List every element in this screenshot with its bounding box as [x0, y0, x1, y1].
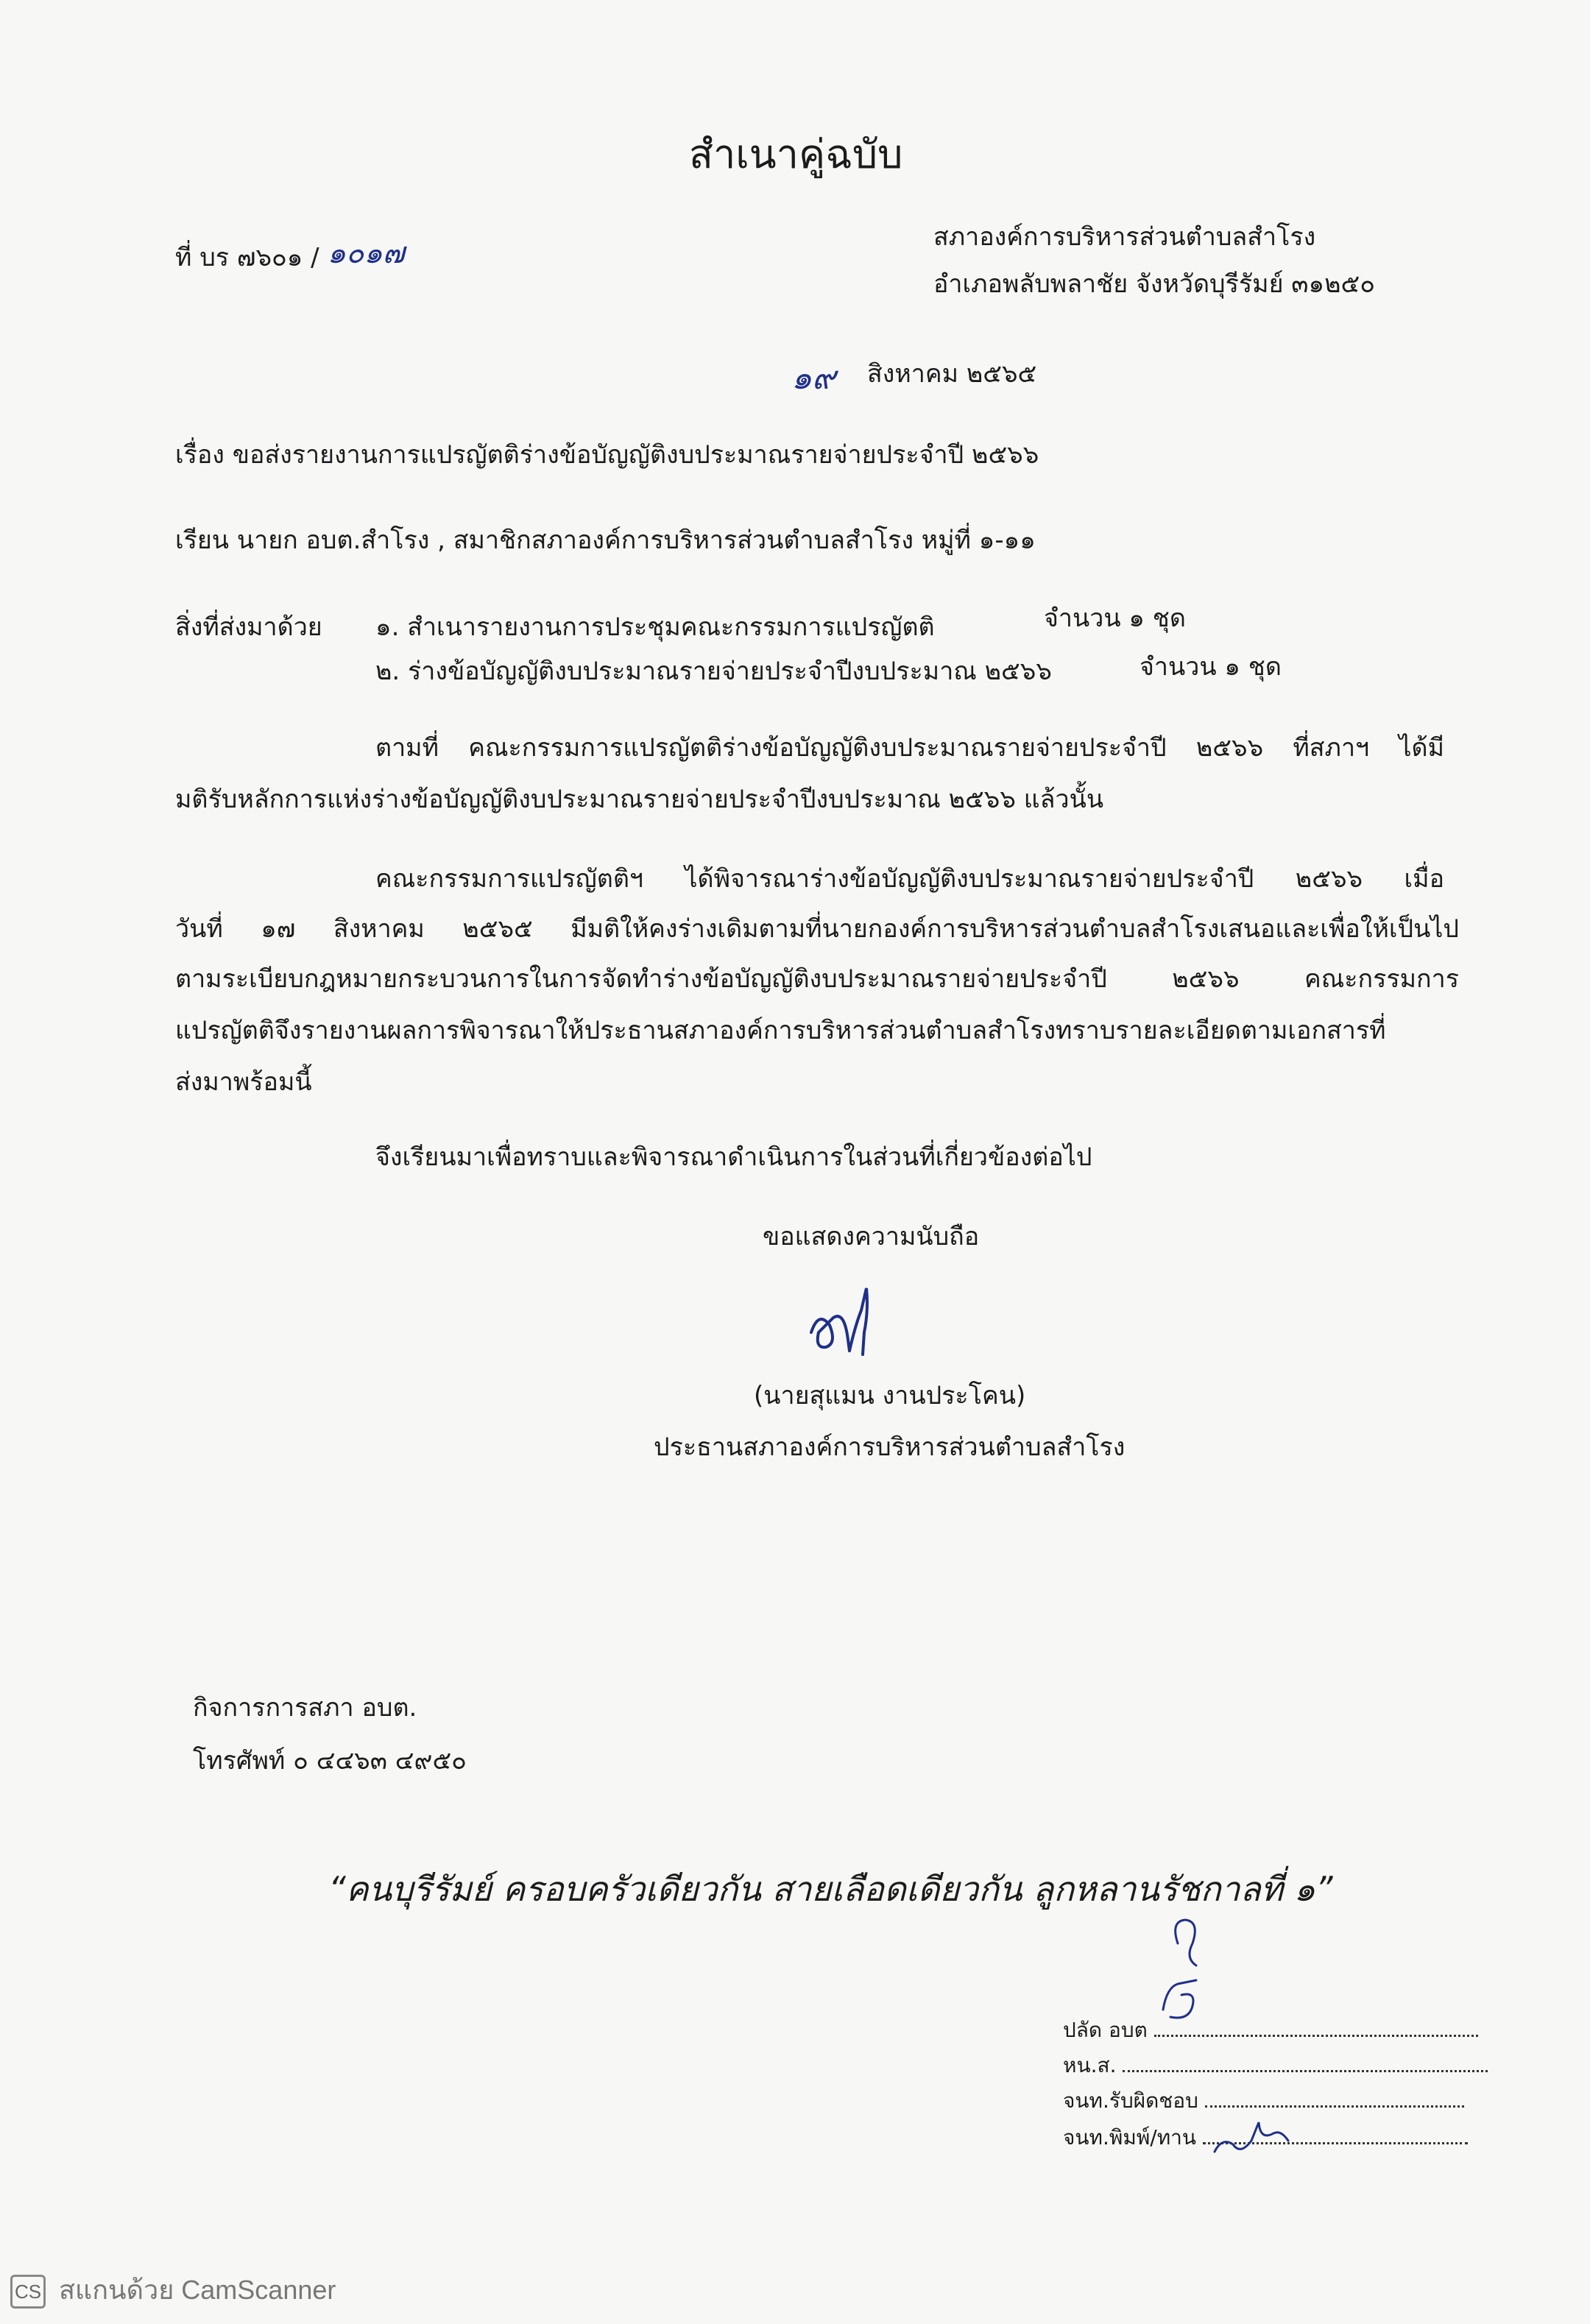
routing-dots-3: [1205, 2105, 1464, 2108]
handwritten-reference-number: ๑๐๑๗: [327, 236, 405, 270]
sender-line-1: สภาองค์การบริหารส่วนตำบลสำโรง: [933, 222, 1316, 252]
enclosure-item-2-quantity: จำนวน ๑ ชุด: [1140, 652, 1282, 682]
contact-phone: โทรศัพท์ ๐ ๔๔๖๓ ๔๙๕๐: [193, 1746, 467, 1776]
paragraph-1-line-2: มติรับหลักการแห่งร่างข้อบัญญัติงบประมาณรายจ่ายประจำปีงบประมาณ ๒๕๖๖ แล้วนั้น: [175, 785, 1104, 814]
scanner-watermark: [10, 2269, 336, 2311]
closing-salutation: ขอแสดงความนับถือ: [763, 1222, 980, 1251]
routing-dots-2: [1123, 2070, 1488, 2072]
subject-line: เรื่อง ขอส่งรายงานการแปรญัตติร่างข้อบัญญัติงบประมาณรายจ่ายประจำปี ๒๕๖๖: [175, 440, 1039, 470]
motto: “คนบุรีรัมย์ ครอบครัวเดียวกัน สายเลือดเดียวกัน ลูกหลานรัชกาลที่ ๑”: [328, 1869, 1333, 1909]
signatory-position: ประธานสภาองค์การบริหารส่วนตำบลสำโรง: [654, 1433, 1126, 1462]
routing-dots-1: [1154, 2035, 1478, 2037]
paragraph-2-line-2: วันที่ ๑๗ สิงหาคม ๒๕๖๕ มีมติให้คงร่างเดิมตามที่นายกองค์การบริหารส่วนตำบลสำโรงเสนอและเพื่อให้เป็นไป: [175, 914, 1459, 944]
date-month-year: สิงหาคม ๒๕๖๕: [867, 359, 1037, 389]
scanner-watermark-text: สแกนด้วย CamScanner: [59, 2275, 336, 2305]
enclosure-item-1: ๑. สำเนารายงานการประชุมคณะกรรมการแปรญัตติ: [375, 612, 935, 642]
routing-label-2: หน.ส.: [1063, 2053, 1117, 2077]
camscanner-logo-icon: CS: [10, 2275, 46, 2309]
paragraph-2-line-1: คณะกรรมการแปรญัตติฯ ได้พิจารณาร่างข้อบัญญัติงบประมาณรายจ่ายประจำปี ๒๕๖๖ เมื่อ: [375, 864, 1444, 894]
enclosure-item-1-quantity: จำนวน ๑ ชุด: [1044, 604, 1186, 633]
handwritten-mark: [1156, 1914, 1215, 2032]
paragraph-1-line-1: ตามที่ คณะกรรมการแปรญัตติร่างข้อบัญญัติงบประมาณรายจ่ายประจำปี ๒๕๖๖ ที่สภาฯ ได้มี: [375, 733, 1444, 763]
routing-label-1: ปลัด อบต: [1063, 2018, 1148, 2042]
routing-row-3: [1063, 2088, 1464, 2114]
routing-row-1: [1063, 2017, 1478, 2044]
routing-label-4: จนท.พิมพ์/ทาน: [1063, 2125, 1197, 2150]
reference-prefix: ที่ บร ๗๖๐๑ /: [175, 243, 319, 272]
enclosure-item-2: ๒. ร่างข้อบัญญัติงบประมาณรายจ่ายประจำปีงบประมาณ ๒๕๖๖: [375, 657, 1052, 686]
contact-office: กิจการการสภา อบต.: [193, 1693, 417, 1723]
paragraph-2-line-5: ส่งมาพร้อมนี้: [175, 1067, 312, 1097]
reference-number: [175, 236, 405, 274]
document-heading: สำเนาคู่ฉบับ: [689, 131, 903, 177]
sender-line-2: อำเภอพลับพลาชัย จังหวัดบุรีรัมย์ ๓๑๒๕๐: [933, 269, 1376, 299]
recipient-line: เรียน นายก อบต.สำโรง , สมาชิกสภาองค์การบริหารส่วนตำบลสำโรง หมู่ที่ ๑-๑๑: [175, 526, 1036, 555]
signature-scribble: [804, 1281, 892, 1362]
routing-label-3: จนท.รับผิดชอบ: [1063, 2088, 1198, 2113]
routing-row-2: [1063, 2052, 1488, 2079]
handwritten-date-day: ๑๙: [791, 359, 836, 397]
paragraph-2-line-4: แปรญัตติจึงรายงานผลการพิจารณาให้ประธานสภาองค์การบริหารส่วนตำบลสำโรงทราบรายละเอียดตามเอกสารที่: [175, 1016, 1386, 1045]
enclosures-label: สิ่งที่ส่งมาด้วย: [175, 612, 322, 642]
routing-initials: [1207, 2111, 1296, 2163]
signatory-name: (นายสุแมน งานประโคน): [754, 1381, 1026, 1410]
paragraph-2-line-3: ตามระเบียบกฎหมายกระบวนการในการจัดทำร่างข้อบัญญัติงบประมาณรายจ่ายประจำปี ๒๕๖๖ คณะกรรมการ: [175, 964, 1459, 994]
closing-request: จึงเรียนมาเพื่อทราบและพิจารณาดำเนินการในส่วนที่เกี่ยวข้องต่อไป: [375, 1142, 1092, 1172]
